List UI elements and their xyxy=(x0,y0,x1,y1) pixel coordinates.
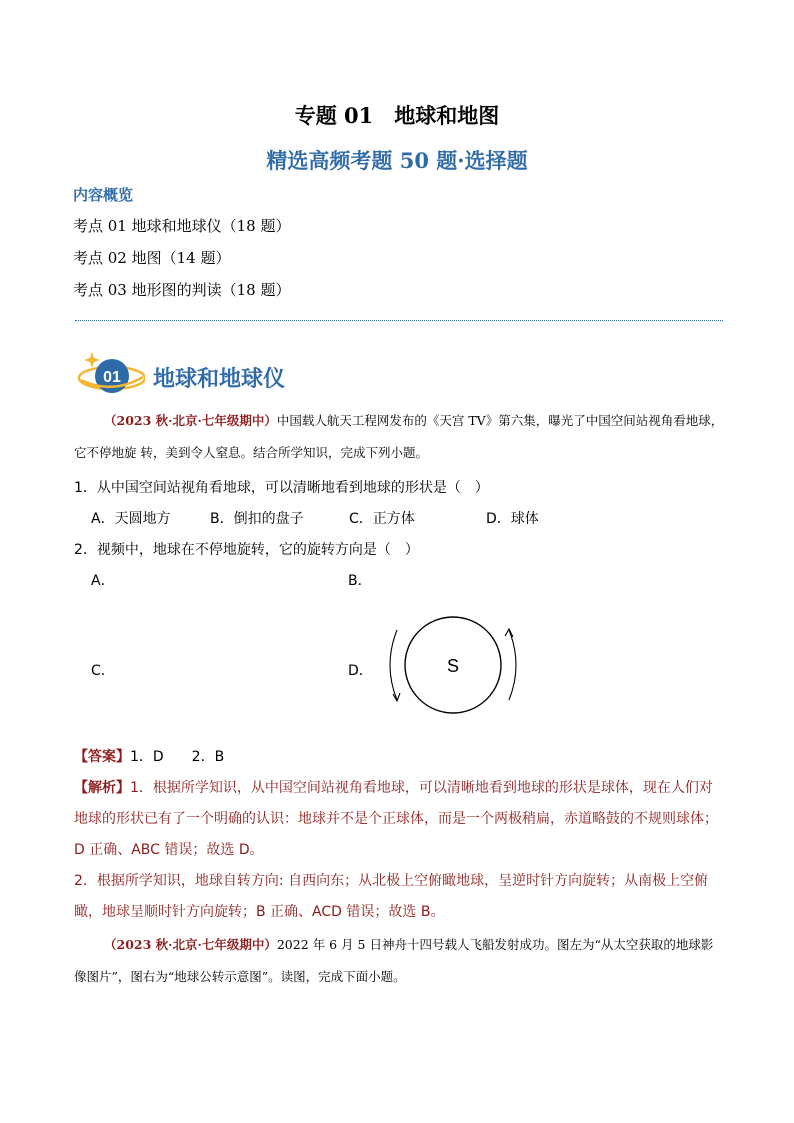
section-badge-icon xyxy=(75,350,145,400)
answer-text: 1．D 2．B xyxy=(130,749,225,765)
option-d: D．球体 xyxy=(486,511,539,527)
option-a: A．天圆地方 xyxy=(91,511,171,527)
analysis-label: 【解析】 xyxy=(74,780,130,796)
passage-text: 中国载人航天工程网发布的《天宫 TV》第六集，曝光了中国空间站视角看地球，它不停地旋 转，美到令人窒息。结合所学知识，完成下列小题。 xyxy=(74,413,724,460)
page-title: 专题 01 地球和地图 xyxy=(294,103,500,128)
overview-topic: 考点 01 地球和地球仪（18 题） xyxy=(73,217,291,235)
overview-topic: 考点 02 地图（14 题） xyxy=(73,249,231,267)
dotted-divider xyxy=(75,320,723,321)
question-stem: 1．从中国空间站视角看地球，可以清晰地看到地球的形状是（ ） xyxy=(74,480,489,496)
option-a: A． xyxy=(91,573,115,589)
option-b: B．倒扣的盘子 xyxy=(210,511,304,527)
question-source: （2023 秋·北京·七年级期中） xyxy=(104,413,277,428)
option-b: B． xyxy=(348,573,372,589)
section-number: 01 xyxy=(103,369,121,386)
overview-label: 内容概览 xyxy=(73,186,134,204)
option-c: C．正方体 xyxy=(349,511,415,527)
answer-line xyxy=(74,742,726,773)
analysis-text: 1．根据所学知识，从中国空间站视角看地球，可以清晰地看到地球的形状是球体，现在人们对地球的形状已有了一个明确的认识：地球并不是个正球体，而是一个两极稍扁，赤道略鼓的不规则球体；D 正确、ABC 错误；故选 D。 xyxy=(74,780,718,858)
question-stem: 2．视频中，地球在不停地旋转，它的旋转方向是（ ） xyxy=(74,542,419,558)
analysis-text: 2．根据所学知识，地球自转方向: 自西向东；从北极上空俯瞰地球，呈逆时针方向旋转；从南极上空俯瞰，地球呈顺时针方向旋转；B 正确、ACD 错误；故选 B。 xyxy=(74,873,709,920)
option-c: C． xyxy=(91,663,115,679)
section-title: 地球和地球仪 xyxy=(153,367,286,392)
overview-topic: 考点 03 地形图的判读（18 题） xyxy=(73,281,291,299)
answer-label: 【答案】 xyxy=(74,749,130,765)
question-passage xyxy=(74,929,724,993)
question-source: （2023 秋·北京·七年级期中） xyxy=(104,937,277,952)
analysis-part-1 xyxy=(74,773,726,866)
passage-text: 2022 年 6 月 5 日神舟十四号载人飞船发射成功。图左为“从太空获取的地球影像图片”，图右为“地球公转示意图”。读图，完成下面小题。 xyxy=(74,937,714,984)
analysis-part-2 xyxy=(74,866,726,928)
page-subtitle: 精选高频考题 50 题·选择题 xyxy=(266,148,528,173)
option-d: D． xyxy=(348,663,373,679)
earth-rotation-diagram xyxy=(383,610,523,720)
diagram-label: S xyxy=(446,656,460,676)
question-passage xyxy=(74,405,724,469)
